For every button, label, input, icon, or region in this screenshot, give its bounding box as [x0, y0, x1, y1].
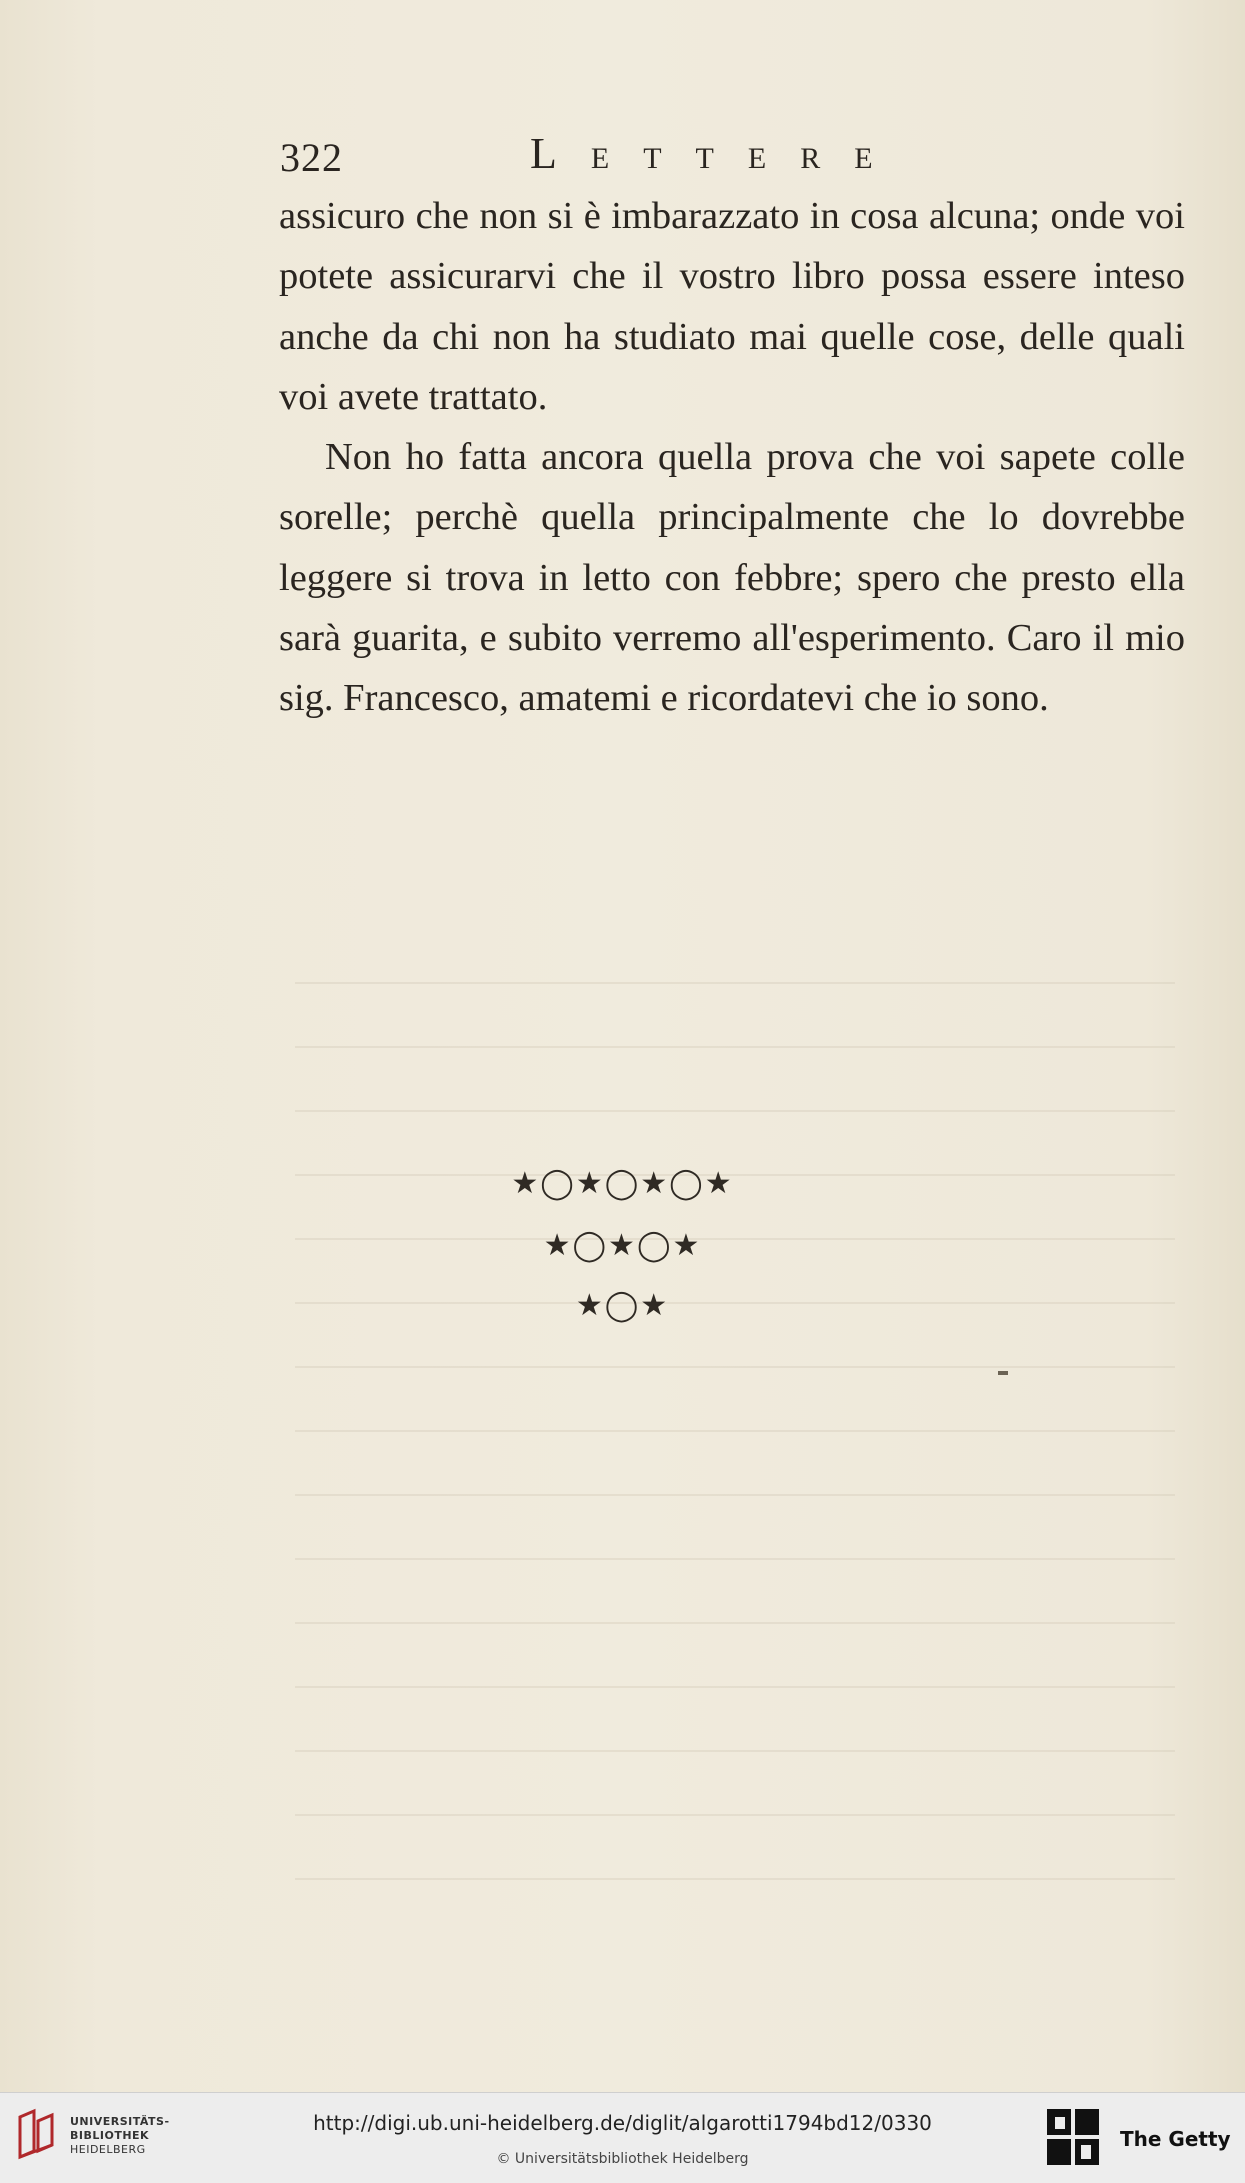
body-text: [279, 186, 1185, 729]
paragraph-1: assicuro che non si è imbarazzato in cosa alcuna; onde voi potete assicurarvi che il vostro libro possa essere inteso anche da chi non ha studiato mai quelle cose, delle quali voi avete trattato.: [279, 195, 1185, 418]
viewer-footer: [0, 2092, 1245, 2183]
ornament-row-1: ★◯★◯★◯★: [511, 1166, 734, 1201]
library-name-line-3: HEIDELBERG: [70, 2143, 146, 2156]
ornament-row-3: ★◯★: [575, 1288, 670, 1323]
ornament-row-2: ★◯★◯★: [543, 1228, 702, 1263]
paragraph-2: Non ho fatta ancora quella prova che voi sapete colle sorelle; perchè quella principalmente che lo dovrebbe leggere si trova in letto con febbre; spero che presto ella sarà guarita, e subito verremo all'esperimento. Caro il mio sig. Francesco, amatemi e ricordatevi che io sono.: [279, 436, 1185, 720]
library-name-line-2: BIBLIOTHEK: [70, 2129, 150, 2142]
running-title: [530, 128, 907, 179]
running-title-rest: ETTERE: [590, 142, 907, 175]
page-header: [280, 128, 1180, 188]
sponsor-name: The Getty: [1120, 2127, 1231, 2151]
copyright-notice: © Universitätsbibliothek Heidelberg: [496, 2151, 749, 2167]
running-title-initial: L: [530, 129, 591, 178]
library-name-line-1: UNIVERSITÄTS-: [70, 2115, 170, 2128]
page-number: 322: [280, 135, 343, 180]
show-through-lines: [295, 920, 1175, 1880]
getty-logo-icon: [1045, 2107, 1101, 2169]
permalink-url[interactable]: http://digi.ub.uni-heidelberg.de/diglit/algarotti1794bd12/0330: [313, 2111, 932, 2135]
ink-speck: [998, 1371, 1008, 1375]
